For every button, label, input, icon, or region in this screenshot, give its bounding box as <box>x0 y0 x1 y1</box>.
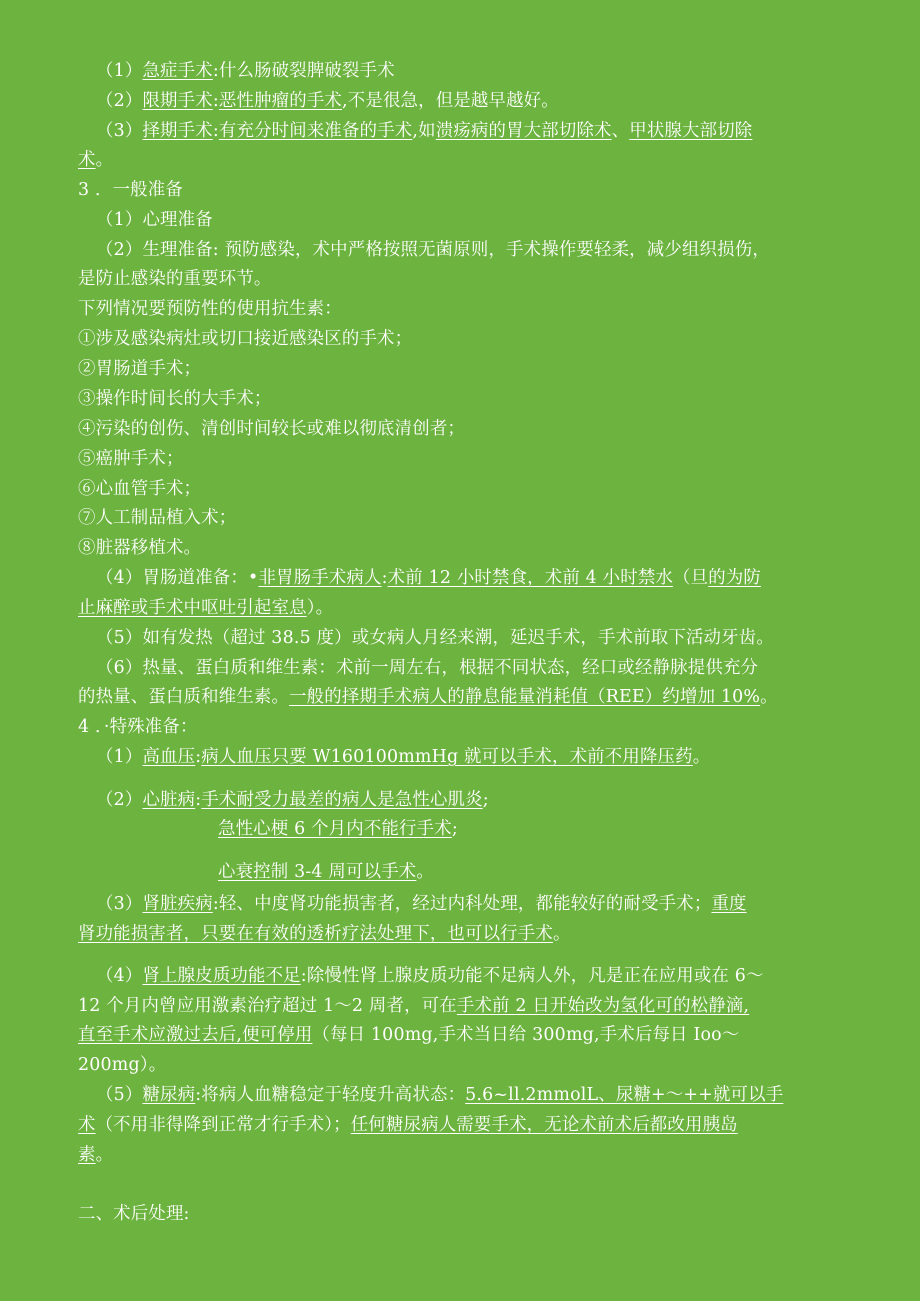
text-segment: （4）胃肠道准备：• <box>96 568 259 588</box>
text-segment: （1） <box>96 61 143 81</box>
text-line <box>218 861 920 883</box>
text-segment: 3 ．一般准备 <box>78 180 183 200</box>
text-segment: 二、术后处理: <box>78 1204 190 1224</box>
text-line <box>78 179 848 201</box>
underlined-text: 高血压 <box>142 747 196 767</box>
text-segment: :除慢性肾上腺皮质功能不足病人外，凡是正在应用或在 6～ <box>300 966 764 986</box>
underlined-text: 病人血压只要 W160100mmHg 就可以手术，术前不用降压药 <box>201 747 693 767</box>
text-segment: :将病人血糖稳定于轻度升高状态： <box>195 1085 466 1105</box>
underlined-text: 一般的择期手术病人的静息能量消耗值（REE）约增加 10% <box>289 687 761 707</box>
text-line <box>78 1024 848 1046</box>
underlined-text: 任何糖尿病人需要手术，无论术前术后都改用胰岛 <box>350 1115 738 1135</box>
underlined-text: 甲状腺大部切除 <box>629 121 753 141</box>
underlined-text: 重度 <box>711 894 747 914</box>
text-line <box>78 537 848 559</box>
underlined-text: 止麻醉或手术中呕吐引起室息 <box>78 598 307 618</box>
underlined-text: 肾功能损害者，只要在有效的透析疗法处理下，也可以行手术 <box>78 924 553 944</box>
text-segment: ⑤癌肿手术； <box>78 449 184 469</box>
text-segment: （不用非得降到正常才行手术）； <box>95 1115 351 1135</box>
text-line <box>96 120 866 142</box>
text-segment: ⑦人工制品植入术； <box>78 508 237 528</box>
text-segment: （5）如有发热（超过 38.5 度）或女病人月经来潮，延迟手术，手术前取下活动牙齿。 <box>96 628 774 648</box>
underlined-text: 肾上腺皮质功能不足 <box>142 966 301 986</box>
text-line <box>78 149 848 171</box>
text-segment: （3） <box>96 121 143 141</box>
underlined-text: 素 <box>78 1145 96 1165</box>
text-line <box>78 1144 848 1166</box>
text-segment: （1）心理准备 <box>96 210 213 230</box>
text-line <box>96 60 866 82</box>
underlined-text: 非胃肠手术病人 <box>258 568 382 588</box>
underlined-text: 术前 12 小时禁食，术前 4 小时禁水 <box>387 568 674 588</box>
underlined-text: 术 <box>78 150 96 170</box>
underlined-text: 手术耐受力最差的病人是急性心肌炎 <box>201 790 483 810</box>
text-segment: ③操作时间长的大手术； <box>78 389 272 409</box>
text-line <box>96 965 866 987</box>
underlined-text: 的为防 <box>708 568 762 588</box>
text-segment: 。 <box>416 862 434 882</box>
text-line <box>78 507 848 529</box>
text-segment: 、 <box>611 121 630 141</box>
text-segment: 下列情况要预防性的使用抗生素： <box>78 299 342 319</box>
text-segment: （2）生理准备: 预防感染，术中严格按照无菌原则，手术操作要轻柔，减少组织损伤， <box>96 240 770 260</box>
text-segment: ,不是很急，但是越早越好。 <box>342 91 559 111</box>
text-line <box>78 1054 848 1076</box>
text-segment: （3） <box>96 894 143 914</box>
text-line <box>78 268 848 290</box>
text-line <box>96 567 866 589</box>
text-segment: （旦 <box>673 568 709 588</box>
text-segment: 是防止感染的重要环节。 <box>78 269 272 289</box>
text-segment: ②胃肠道手术； <box>78 359 202 379</box>
text-segment: : <box>195 747 202 767</box>
text-segment: 。 <box>552 924 571 944</box>
text-segment: 。 <box>95 1145 114 1165</box>
underlined-text: 糖尿病 <box>142 1085 196 1105</box>
text-segment: ①涉及感染病灶或切口接近感染区的手术； <box>78 329 413 349</box>
text-segment: （2） <box>96 790 143 810</box>
text-segment: （4） <box>96 966 143 986</box>
text-line <box>78 597 848 619</box>
text-line <box>78 995 848 1017</box>
text-line <box>96 90 866 112</box>
text-line <box>78 358 848 380</box>
underlined-text: 有充分时间来准备的手术 <box>218 121 413 141</box>
text-line <box>96 657 866 679</box>
text-segment: （2） <box>96 91 143 111</box>
text-line <box>78 388 848 410</box>
text-line <box>96 746 866 768</box>
text-segment: 。 <box>760 687 778 707</box>
text-segment: : <box>381 568 388 588</box>
text-segment: :什么肠破裂脾破裂手术 <box>212 61 395 81</box>
text-segment: 的热量、蛋白质和维生素。 <box>78 687 290 707</box>
underlined-text: 择期手术 <box>142 121 213 141</box>
text-line <box>78 1203 848 1225</box>
text-line <box>218 818 920 840</box>
text-segment: ; <box>482 790 489 810</box>
text-segment: : <box>212 121 219 141</box>
underlined-text: 恶性肿瘤的手术 <box>218 91 343 111</box>
text-line <box>78 328 848 350</box>
text-line <box>96 209 866 231</box>
text-line <box>78 418 848 440</box>
text-segment: ,如 <box>412 121 436 141</box>
underlined-text: 术 <box>78 1115 96 1135</box>
text-line <box>78 1114 848 1136</box>
text-segment: :轻、中度肾功能损害者，经过内科处理，都能较好的耐受手术； <box>212 894 712 914</box>
text-line <box>78 716 848 738</box>
text-segment: : <box>195 790 202 810</box>
text-segment: 。 <box>692 747 711 767</box>
underlined-text: 溃疡病的胃大部切除术 <box>435 121 612 141</box>
text-line <box>78 478 848 500</box>
text-segment: （每日 100mg,手术当日给 300mg,手术后每日 Ioo～ <box>312 1025 740 1045</box>
text-line <box>96 627 866 649</box>
text-segment: : <box>212 91 219 111</box>
text-line <box>78 448 848 470</box>
text-segment: 。 <box>95 150 114 170</box>
text-line <box>96 239 866 261</box>
underlined-text: 急性心梗 6 个月内不能行手术 <box>218 819 452 839</box>
underlined-text: 心衰控制 3-4 周可以手术 <box>218 862 417 882</box>
text-line <box>96 789 866 811</box>
text-line <box>96 893 866 915</box>
underlined-text: 5.6~ll.2mmolL、尿糖+～++就可以手 <box>465 1085 784 1105</box>
text-line <box>78 686 848 708</box>
text-segment: ）。 <box>306 598 334 618</box>
text-line <box>96 1084 866 1106</box>
text-line <box>78 298 848 320</box>
underlined-text: 限期手术 <box>142 91 213 111</box>
underlined-text: 肾脏疾病 <box>142 894 213 914</box>
text-line <box>78 923 848 945</box>
text-segment: 12 个月内曾应用激素治疗超过 1～2 周者，可在 <box>78 996 457 1016</box>
text-segment: （5） <box>96 1085 143 1105</box>
text-segment: ④污染的创伤、清创时间较长或难以彻底清创者； <box>78 419 465 439</box>
text-segment: （6）热量、蛋白质和维生素：术前一周左右，根据不同状态，经口或经静脉提供充分 <box>96 658 759 678</box>
text-segment: ; <box>451 819 458 839</box>
text-segment: ⑧脏器移植术。 <box>78 538 202 558</box>
text-segment: 200mg）。 <box>78 1055 167 1075</box>
underlined-text: 手术前 2 日开始改为氢化可的松静滴, <box>456 996 750 1016</box>
text-segment: ⑥心血管手术； <box>78 479 202 499</box>
text-segment: （1） <box>96 747 143 767</box>
underlined-text: 直至手术应激过去后,便可停用 <box>78 1025 313 1045</box>
underlined-text: 急症手术 <box>142 61 213 81</box>
text-segment: 4 ．·特殊准备： <box>78 717 198 737</box>
underlined-text: 心脏病 <box>142 790 196 810</box>
